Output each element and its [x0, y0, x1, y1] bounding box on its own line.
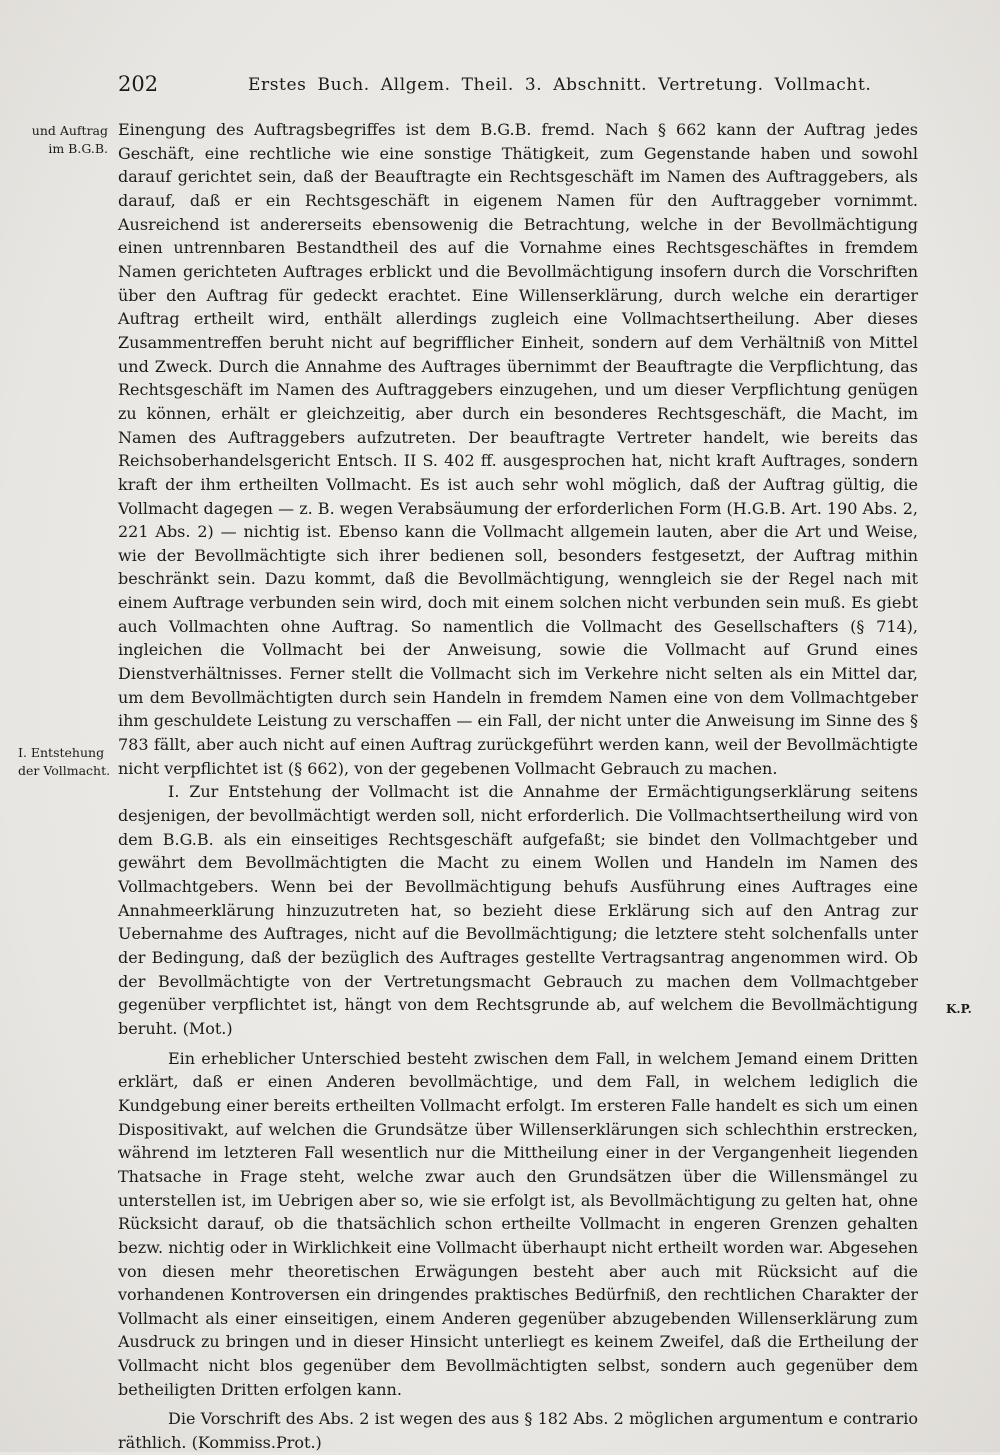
body-text — [118, 118, 918, 1455]
margin-note-entstehung: I. Entstehung der Vollmacht. — [18, 745, 111, 778]
page-number: 202 — [118, 72, 159, 96]
paragraph-1: Einengung des Auftragsbegriffes ist dem B.G.B. fremd. Nach § 662 kann der Auftrag jedes Geschäft, eine rechtliche wie eine sonstige Thätigkeit, zum Gegenstande haben und sowohl darauf gerichtet sein, daß der Beauftragte ein Rechtsgeschäft im Namen des Auftraggebers, als darauf, daß er ein Rechtsgeschäft in eigenem Namen für den Auftraggeber vornimmt. Ausreichend ist andererseits ebensowenig die Betrachtung, welche in der Bevollmächtigung einen untrennbaren Bestandtheil des auf die Vornahme eines Rechtsgeschäftes in fremdem Namen gerichteten Auftrages erblickt und die Bevollmächtigung insofern durch die Vorschriften über den Auftrag für gedeckt erachtet. Eine Willenserklärung, durch welche ein derartiger Auftrag ertheilt wird, enthält allerdings zugleich eine Vollmachtsertheilung. Aber dieses Zusammentreffen beruht nicht auf begrifflicher Einheit, sondern auf dem Verhältniß von Mittel und Zweck. Durch die Annahme des Auftrages übernimmt der Beauftragte die Verpflichtung, das Rechtsgeschäft im Namen des Auftraggebers einzugehen, und um dieser Verpflichtung genügen zu können, erhält er gleichzeitig, aber durch ein besonderes Rechtsgeschäft, die Macht, im Namen des Auftraggebers aufzutreten. Der beauftragte Vertreter handelt, wie bereits das Reichsoberhandelsgericht Entsch. II S. 402 ff. ausgesprochen hat, nicht kraft Auftrages, sondern kraft der ihm ertheilten Vollmacht. Es ist auch sehr wohl möglich, daß der Auftrag gültig, die Vollmacht dagegen — z. B. wegen Verabsäumung der erforderlichen Form (H.G.B. Art. 190 Abs. 2, 221 Abs. 2) — nichtig ist. Ebenso kann die Vollmacht allgemein lauten, aber die Art und Weise, wie der Bevollmächtigte sich ihrer bedienen soll, besonders festgesetzt, der Auftrag mithin beschränkt sein. Dazu kommt, daß die Bevollmächtigung, wenngleich sie der Regel nach mit einem Auftrage verbunden sein wird, doch mit einem solchen nicht verbunden sein muß. Es giebt auch Vollmachten ohne Auftrag. So namentlich die Vollmacht des Gesellschafters (§ 714), ingleichen die Vollmacht bei der Anweisung, sowie die Vollmacht auf Grund eines Dienstverhältnisses. Ferner stellt die Vollmacht sich im Verkehre nicht selten als ein Mittel dar, um dem Bevollmächtigten durch sein Handeln in fremdem Namen eine von dem Vollmachtgeber ihm geschuldete Leistung zu verschaffen — ein Fall, der nicht unter die Anweisung im Sinne des § 783 fällt, aber auch nicht auf einen Auftrag zurückgeführt werden kann, weil der Bevollmächtigte nicht verpflichtet ist (§ 662), von der gegebenen Vollmacht Gebrauch zu machen. — [118, 120, 918, 778]
paragraph-2: I. Zur Entstehung der Vollmacht ist die Annahme der Ermächtigungserklärung seitens desjenigen, der bevollmächtigt werden soll, nicht erforderlich. Die Vollmachtsertheilung wird von dem B.G.B. als ein einseitiges Rechtsgeschäft aufgefaßt; sie bindet den Vollmachtgeber und gewährt dem Bevollmächtigten die Macht zu einem Wollen und Handeln im Namen des Vollmachtgebers. Wenn bei der Bevollmächtigung behufs Ausführung eines Auftrages eine Annahmeerklärung hinzuzutreten hat, so bezieht diese Erklärung sich auf den Antrag zur Uebernahme des Auftrages, nicht auf die Bevollmächtigung; die letztere steht solchenfalls unter der Bedingung, daß der bezüglich des Auftrages gestellte Vertragsantrag angenommen wird. Ob der Bevollmächtigte von der Vertretungsmacht Gebrauch zu machen dem Vollmachtgeber gegenüber verpflichtet ist, hängt von dem Rechtsgrunde ab, auf welchem die Bevollmächtigung beruht. (Mot.) — [118, 782, 918, 1038]
paragraph-3: Ein erheblicher Unterschied besteht zwischen dem Fall, in welchem Jemand einem Dritten erklärt, daß er einen Anderen bevollmächtige, und dem Fall, in welchem lediglich die Kundgebung einer bereits ertheilten Vollmacht erfolgt. Im ersteren Falle handelt es sich um einen Dispositivakt, auf welchen die Grundsätze über Willenserklärungen sich schlechthin erstrecken, während im letzteren Fall wesentlich nur die Mittheilung einer in der Vergangenheit liegenden Thatsache in Frage steht, welche zwar auch den Grundsätzen über die Willensmängel zu unterstellen ist, im Uebrigen aber so, wie sie erfolgt ist, als Bevollmächtigung zu gelten hat, ohne Rücksicht darauf, ob die thatsächlich schon ertheilte Vollmacht in engeren Grenzen gehalten bezw. nichtig oder in Wirklichkeit eine Vollmacht überhaupt nicht ertheilt worden war. Abgesehen von diesen mehr theoretischen Erwägungen besteht aber auch mit Rücksicht auf die vorhandenen Kontroversen ein dringendes praktisches Bedürfniß, den rechtlichen Charakter der Vollmacht als einer einseitigen, einem Anderen gegenüber abzugebenden Willenserklärung zum Ausdruck zu bringen und in dieser Hinsicht unterliegt es keinem Zweifel, daß die Ertheilung der Vollmacht nicht blos gegenüber dem Bevollmächtigten selbst, sondern auch gegenüber dem betheiligten Dritten erfolgen kann. — [118, 1048, 918, 1399]
paragraph-4: Die Vorschrift des Abs. 2 ist wegen des aus § 182 Abs. 2 möglichen argumentum e contrario räthlich. (Kommiss.Prot.) — [118, 1409, 918, 1453]
margin-note-auftrag: und Auftrag im B.G.B. — [31, 123, 108, 156]
page-header — [118, 72, 918, 104]
running-head: Erstes Buch. Allgem. Theil. 3. Abschnitt. Vertretung. Vollmacht. — [248, 75, 872, 95]
margin-note-kp: K.P. — [946, 1002, 972, 1016]
